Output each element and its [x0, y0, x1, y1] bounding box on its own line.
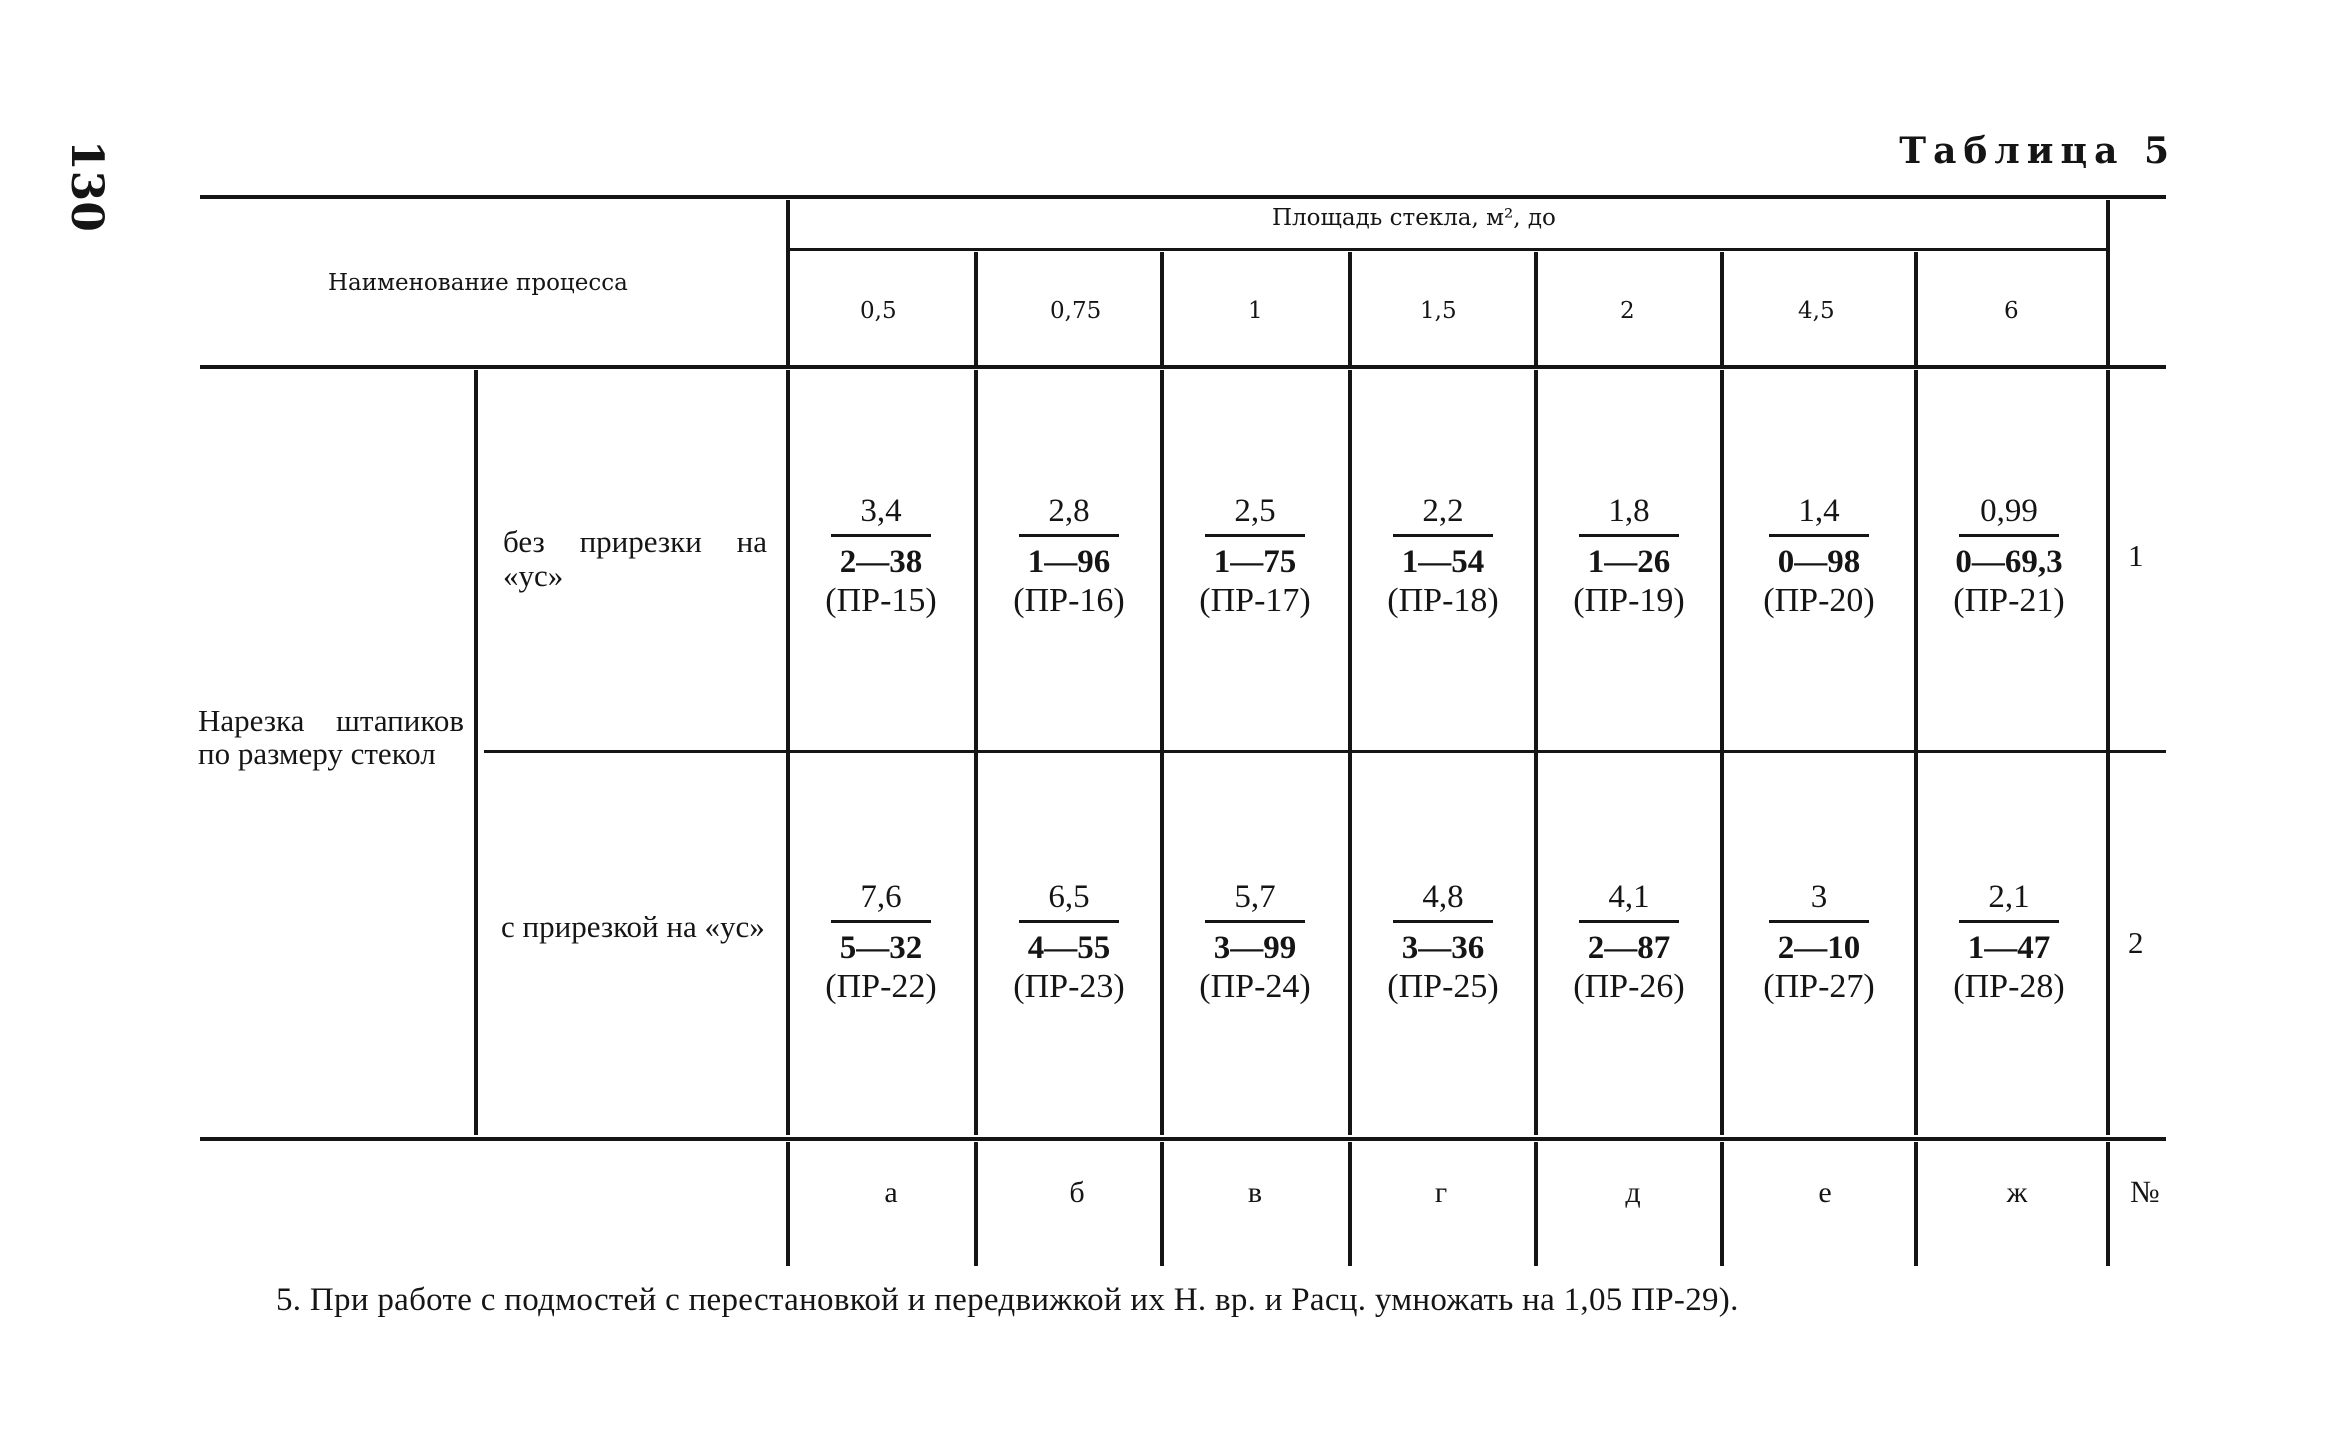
norm-cell: [786, 878, 976, 1007]
time-norm: 4,8: [1422, 879, 1464, 915]
fraction-bar: [1579, 534, 1679, 537]
wage-rate: 0—69,3: [1955, 544, 2063, 580]
table-top-rule: [200, 195, 2166, 199]
norm-code: (ПР-18): [1387, 582, 1499, 619]
time-norm: 6,5: [1048, 879, 1090, 915]
column-divider: [1914, 252, 1918, 365]
time-norm: 1,4: [1798, 493, 1840, 529]
norm-cell: [1534, 878, 1724, 1007]
fraction-bar: [1393, 920, 1493, 923]
fraction-bar: [1205, 920, 1305, 923]
column-divider: [974, 370, 978, 1135]
time-norm: 0,99: [1980, 493, 2038, 529]
wage-rate: 1—75: [1213, 544, 1297, 580]
number-column-divider: [2106, 200, 2110, 365]
column-divider: [1348, 370, 1352, 1135]
row-label: с прирезкой на «ус»: [501, 909, 765, 944]
norm-code: (ПР-23): [1013, 968, 1125, 1005]
fraction-bar: [1959, 920, 2059, 923]
fraction-bar: [1579, 920, 1679, 923]
row-number: 2: [2128, 925, 2144, 960]
norm-cell: [1160, 878, 1350, 1007]
norm-code: (ПР-25): [1387, 968, 1499, 1005]
norm-cell: [1160, 492, 1350, 621]
area-header: Площадь стекла, м², до: [1272, 205, 1556, 231]
norm-cell: [1914, 492, 2104, 621]
column-letter: а: [884, 1176, 898, 1209]
norm-code: (ПР-22): [825, 968, 937, 1005]
norm-cell: [1724, 492, 1914, 621]
norm-cell: [1914, 878, 2104, 1007]
column-letter: г: [1434, 1176, 1448, 1209]
wage-rate: 1—54: [1401, 544, 1485, 580]
time-norm: 5,7: [1234, 879, 1276, 915]
norm-code: (ПР-15): [825, 582, 937, 619]
row-number: 1: [2128, 538, 2144, 573]
column-divider: [1720, 252, 1724, 365]
column-header: 1,5: [1420, 298, 1457, 324]
norm-cell: [1724, 878, 1914, 1007]
column-divider: [1534, 370, 1538, 1135]
fraction-bar: [1019, 534, 1119, 537]
process-name-header: Наименование процесса: [328, 270, 628, 296]
column-header: 0,5: [860, 298, 897, 324]
group-title: Нарезка штапиков по размеру стекол: [198, 703, 464, 771]
area-header-rule: [790, 248, 2110, 251]
wage-rate: 1—26: [1587, 544, 1671, 580]
time-norm: 2,8: [1048, 493, 1090, 529]
time-norm: 2,2: [1422, 493, 1464, 529]
header-bottom-rule: [200, 365, 2166, 369]
fraction-bar: [1205, 534, 1305, 537]
fraction-bar: [831, 534, 931, 537]
column-header: 2: [1620, 298, 1635, 324]
norm-code: (ПР-21): [1953, 582, 2065, 619]
column-header: 1: [1248, 298, 1263, 324]
column-divider: [1914, 370, 1918, 1135]
fraction-bar: [1393, 534, 1493, 537]
time-norm: 3: [1810, 879, 1828, 915]
norm-code: (ПР-20): [1763, 582, 1875, 619]
norm-code: (ПР-19): [1573, 582, 1685, 619]
fraction-bar: [1959, 534, 2059, 537]
column-header: 6: [2004, 298, 2019, 324]
time-norm: 3,4: [860, 493, 902, 529]
label-column-divider: [786, 370, 790, 1135]
column-header: 4,5: [1798, 298, 1835, 324]
norm-cell: [1348, 878, 1538, 1007]
column-divider: [974, 252, 978, 365]
number-column-divider: [2106, 370, 2110, 1135]
fraction-bar: [1019, 920, 1119, 923]
norm-code: (ПР-27): [1763, 968, 1875, 1005]
norm-code: (ПР-24): [1199, 968, 1311, 1005]
time-norm: 4,1: [1608, 879, 1650, 915]
time-norm: 1,8: [1608, 493, 1650, 529]
column-header: 0,75: [1050, 298, 1102, 324]
wage-rate: 4—55: [1027, 930, 1111, 966]
process-column-divider: [786, 200, 790, 365]
norm-cell: [1534, 492, 1724, 621]
wage-rate: 2—10: [1777, 930, 1861, 966]
wage-rate: 3—99: [1213, 930, 1297, 966]
fraction-bar: [1769, 920, 1869, 923]
norm-cell: [1348, 492, 1538, 621]
column-divider: [1720, 370, 1724, 1135]
column-letter: е: [1818, 1176, 1832, 1209]
norm-cell: [786, 492, 976, 621]
wage-rate: 1—47: [1967, 930, 2051, 966]
norm-code: (ПР-28): [1953, 968, 2065, 1005]
wage-rate: 2—87: [1587, 930, 1671, 966]
time-norm: 7,6: [860, 879, 902, 915]
column-divider: [786, 1142, 790, 1266]
column-divider: [1160, 370, 1164, 1135]
table-caption: Таблица 5: [1899, 130, 2176, 172]
footnote: 5. При работе с подмостей с перестановкой и передвижкой их Н. вр. и Расц. умножать на 1,05 ПР-29).: [276, 1282, 1739, 1318]
time-norm: 2,1: [1988, 879, 2030, 915]
wage-rate: 5—32: [839, 930, 923, 966]
wage-rate: 3—36: [1401, 930, 1485, 966]
page-number: 130: [61, 140, 112, 232]
wage-rate: 1—96: [1027, 544, 1111, 580]
column-letter: в: [1247, 1176, 1263, 1209]
body-bottom-rule: [200, 1137, 2166, 1141]
norm-code: (ПР-17): [1199, 582, 1311, 619]
column-letter: д: [1625, 1176, 1641, 1209]
fraction-bar: [1769, 534, 1869, 537]
norm-cell: [974, 492, 1164, 621]
column-letter: б: [1069, 1176, 1085, 1209]
wage-rate: 0—98: [1777, 544, 1861, 580]
number-mark: №: [2130, 1174, 2160, 1209]
group-column-divider: [474, 370, 478, 1135]
column-divider: [1348, 252, 1352, 365]
column-letter: ж: [2006, 1176, 2028, 1209]
column-divider: [1534, 252, 1538, 365]
fraction-bar: [831, 920, 931, 923]
norm-cell: [974, 878, 1164, 1007]
norm-code: (ПР-26): [1573, 968, 1685, 1005]
column-divider: [1160, 252, 1164, 365]
wage-rate: 2—38: [839, 544, 923, 580]
norm-code: (ПР-16): [1013, 582, 1125, 619]
row-label: без прирезки на «ус»: [503, 524, 767, 593]
time-norm: 2,5: [1234, 493, 1276, 529]
